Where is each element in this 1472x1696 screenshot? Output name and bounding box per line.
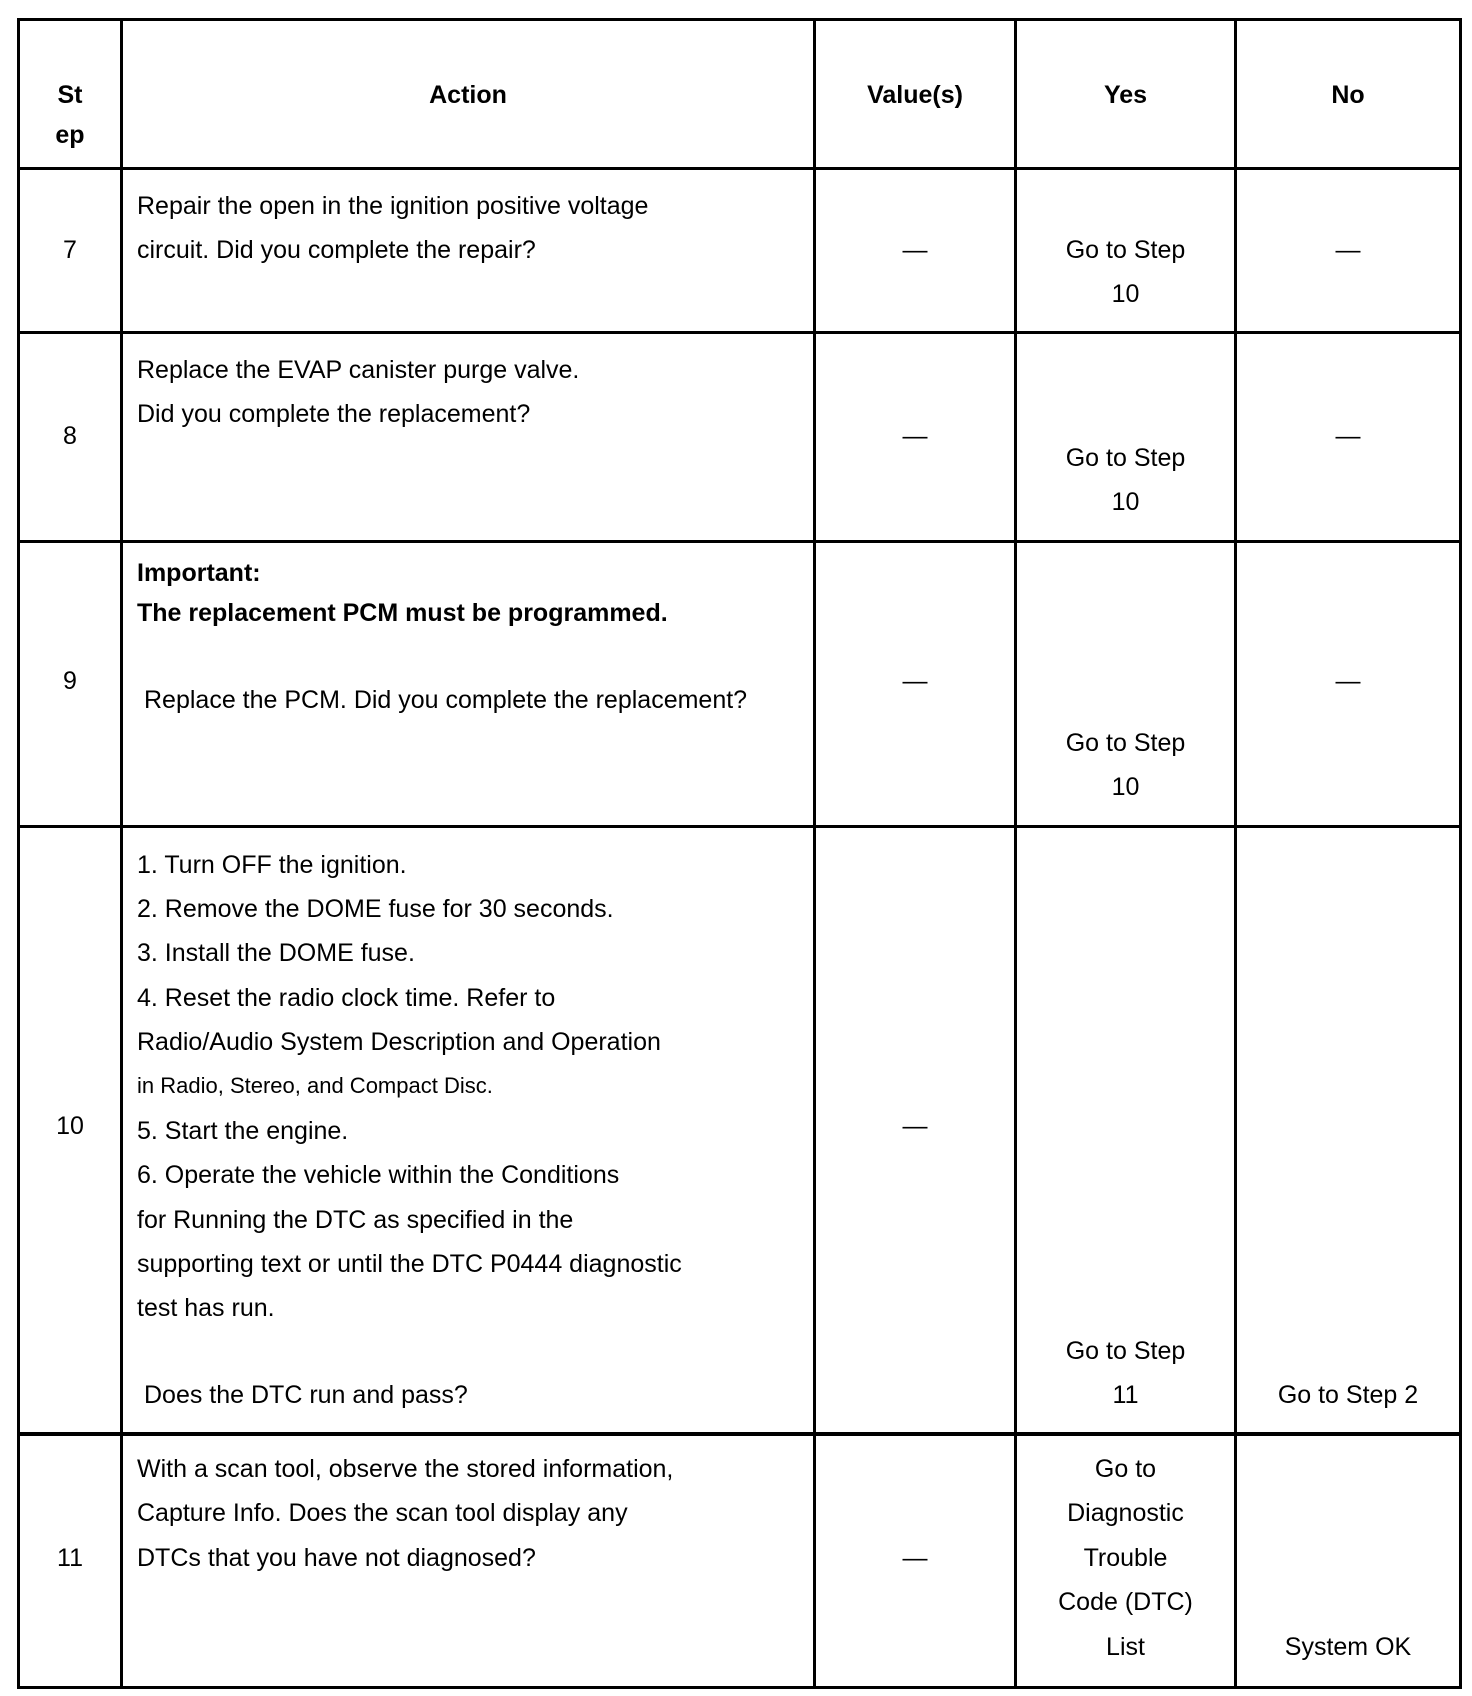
action-text: Repair the open in the ignition positive voltage	[137, 192, 649, 220]
row-divider-9	[18, 825, 1462, 828]
action-text: Capture Info. Does the scan tool display any	[137, 1499, 628, 1527]
table-border-bottom	[18, 1686, 1462, 1689]
action-text: Did you complete the replacement?	[137, 400, 531, 428]
step-number: 11	[57, 1544, 83, 1572]
action-step: 6. Operate the vehicle within the Conditions	[137, 1161, 620, 1189]
action-question: Does the DTC run and pass?	[144, 1381, 468, 1409]
action-step: 2. Remove the DOME fuse for 30 seconds.	[137, 895, 614, 923]
value-dash: —	[902, 667, 928, 695]
yes-text: Diagnostic	[1067, 1499, 1184, 1527]
yes-text: Trouble	[1083, 1544, 1168, 1572]
no-text: System OK	[1284, 1633, 1412, 1661]
no-text: Go to Step 2	[1277, 1381, 1419, 1409]
yes-text: 10	[1111, 488, 1140, 516]
action-text: DTCs that you have not diagnosed?	[137, 1544, 536, 1572]
action-text: Replace the PCM. Did you complete the replacement?	[144, 686, 748, 714]
header-no: No	[1331, 81, 1365, 109]
col-line-step	[120, 18, 123, 1689]
step-number: 8	[63, 422, 77, 450]
no-dash: —	[1335, 667, 1361, 695]
action-step: 3. Install the DOME fuse.	[137, 939, 415, 967]
action-text: circuit. Did you complete the repair?	[137, 236, 536, 264]
yes-text: 10	[1111, 773, 1140, 801]
yes-text: Go to	[1094, 1455, 1157, 1483]
row-divider-7	[18, 331, 1462, 334]
action-step: 4. Reset the radio clock time. Refer to	[137, 984, 556, 1012]
row-divider-10	[18, 1432, 1462, 1436]
action-step: 1. Turn OFF the ignition.	[137, 851, 407, 879]
header-yes: Yes	[1103, 81, 1148, 109]
yes-text: Code (DTC)	[1058, 1588, 1193, 1616]
value-dash: —	[902, 1112, 928, 1140]
yes-text: Go to Step	[1065, 729, 1186, 757]
action-step: test has run.	[137, 1294, 275, 1322]
important-label: Important:	[137, 559, 261, 587]
header-action: Action	[429, 81, 507, 109]
yes-text: Go to Step	[1065, 444, 1186, 472]
table-border-top	[18, 18, 1462, 21]
no-dash: —	[1335, 422, 1361, 450]
yes-text: List	[1106, 1633, 1145, 1661]
important-note: The replacement PCM must be programmed.	[137, 599, 668, 627]
action-text: With a scan tool, observe the stored information,	[137, 1455, 674, 1483]
header-values: Value(s)	[867, 81, 963, 109]
col-line-right	[1459, 18, 1462, 1689]
yes-text: 11	[1112, 1381, 1139, 1409]
action-step: 5. Start the engine.	[137, 1117, 349, 1145]
yes-text: 10	[1111, 280, 1140, 308]
yes-text: Go to Step	[1065, 236, 1186, 264]
row-divider-8	[18, 540, 1462, 543]
action-step: for Running the DTC as specified in the	[137, 1206, 574, 1234]
header-divider	[18, 167, 1462, 170]
action-step: Radio/Audio System Description and Operation	[137, 1028, 661, 1056]
value-dash: —	[902, 1544, 928, 1572]
step-number: 10	[56, 1112, 84, 1140]
value-dash: —	[902, 422, 928, 450]
action-step: in Radio, Stereo, and Compact Disc.	[137, 1073, 493, 1098]
action-text: Replace the EVAP canister purge valve.	[137, 356, 580, 384]
header-step-cont: ep	[55, 121, 85, 149]
header-step: St	[57, 81, 83, 109]
value-dash: —	[902, 236, 928, 264]
yes-text: Go to Step	[1065, 1337, 1186, 1365]
step-number: 9	[63, 667, 77, 695]
step-number: 7	[63, 236, 77, 264]
action-step: supporting text or until the DTC P0444 diagnostic	[137, 1250, 682, 1278]
no-dash: —	[1335, 236, 1361, 264]
